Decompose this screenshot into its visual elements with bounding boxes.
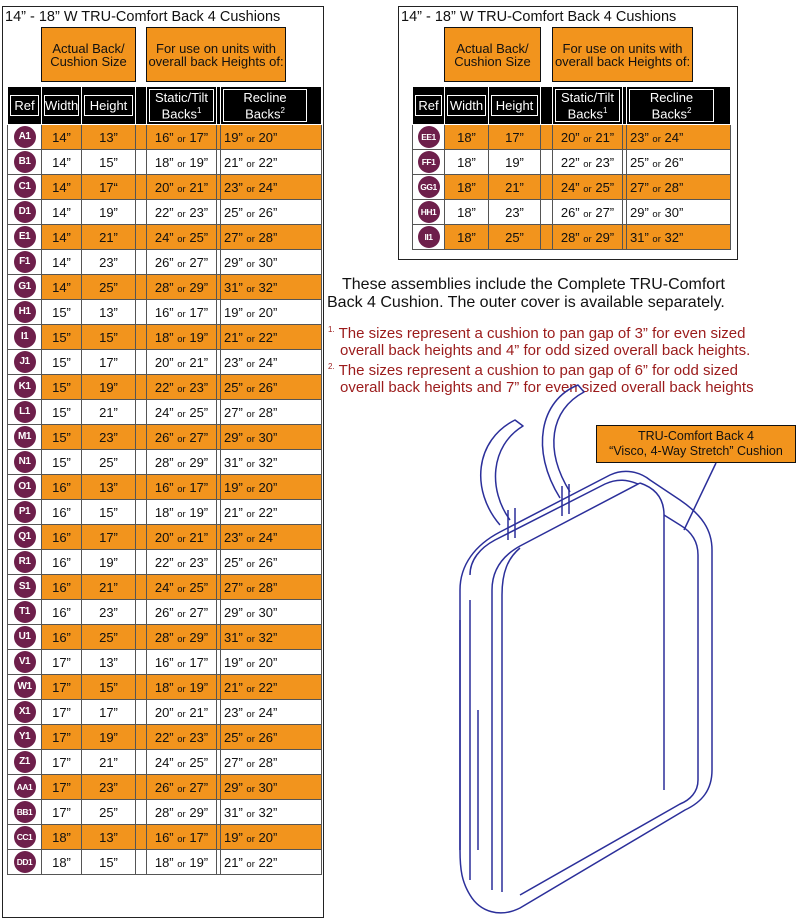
ref-cell: [8, 175, 42, 200]
static-tilt-cell: 22” or 23”: [147, 375, 217, 400]
left-table-row: [8, 275, 322, 300]
left-group-actual-size: Actual Back/ Cushion Size: [42, 28, 136, 82]
static-tilt-cell: 24” or 25”: [147, 225, 217, 250]
width-cell: 17”: [42, 725, 82, 750]
left-table-row: [8, 300, 322, 325]
width-cell: 17”: [42, 650, 82, 675]
left-group-back-heights: For use on units with overall back Heights of:: [147, 28, 286, 82]
width-cell: 15”: [42, 350, 82, 375]
width-cell: 17”: [42, 775, 82, 800]
recline-cell: 23” or 24”: [221, 700, 322, 725]
width-cell: 16”: [42, 625, 82, 650]
static-tilt-cell: 28” or 29”: [147, 275, 217, 300]
width-cell: 18”: [445, 200, 489, 225]
ref-cell: [8, 725, 42, 750]
static-tilt-cell: 18” or 19”: [147, 150, 217, 175]
right-table-row: [413, 225, 731, 250]
static-tilt-cell: 22” or 23”: [147, 550, 217, 575]
height-cell: 19”: [489, 150, 541, 175]
ref-badge: H1: [14, 301, 36, 323]
static-tilt-cell: 18” or 19”: [147, 325, 217, 350]
height-cell: 19”: [82, 725, 136, 750]
left-table-row: [8, 650, 322, 675]
ref-badge: EE1: [418, 126, 440, 148]
recline-cell: 21” or 22”: [221, 325, 322, 350]
recline-cell: 19” or 20”: [221, 825, 322, 850]
left-table-row: [8, 350, 322, 375]
recline-cell: 21” or 22”: [221, 850, 322, 875]
ref-badge: R1: [14, 551, 36, 573]
recline-cell: 25” or 26”: [221, 200, 322, 225]
width-cell: 18”: [445, 175, 489, 200]
height-cell: 15”: [82, 150, 136, 175]
static-tilt-cell: 28” or 29”: [147, 625, 217, 650]
recline-cell: 19” or 20”: [221, 300, 322, 325]
left-table-row: [8, 825, 322, 850]
width-cell: 15”: [42, 325, 82, 350]
recline-cell: 31” or 32”: [221, 450, 322, 475]
static-tilt-cell: 18” or 19”: [147, 850, 217, 875]
left-table-row: [8, 500, 322, 525]
left-cushion-table: [7, 27, 322, 875]
ref-badge: FF1: [418, 151, 440, 173]
height-cell: 25”: [82, 800, 136, 825]
left-table-row: [8, 575, 322, 600]
recline-cell: 29” or 30”: [221, 425, 322, 450]
width-cell: 17”: [42, 700, 82, 725]
static-tilt-cell: 16” or 17”: [147, 825, 217, 850]
width-cell: 14”: [42, 225, 82, 250]
height-cell: 25”: [489, 225, 541, 250]
ref-cell: [8, 300, 42, 325]
ref-cell: [8, 625, 42, 650]
right-col-recline: Recline Backs$^2$: [627, 87, 731, 125]
ref-cell: [8, 450, 42, 475]
static-tilt-cell: 22” or 23”: [147, 200, 217, 225]
static-tilt-cell: 20” or 21”: [147, 525, 217, 550]
ref-badge: AA1: [14, 776, 36, 798]
height-cell: 17”: [82, 350, 136, 375]
height-cell: 13”: [82, 650, 136, 675]
recline-cell: 31” or 32”: [221, 800, 322, 825]
ref-cell: [8, 800, 42, 825]
width-cell: 15”: [42, 375, 82, 400]
recline-cell: 27” or 28”: [627, 175, 731, 200]
ref-badge: Z1: [14, 751, 36, 773]
right-group-back-heights: For use on units with overall back Heights of:: [553, 28, 693, 82]
width-cell: 14”: [42, 275, 82, 300]
ref-badge: HH1: [418, 201, 440, 223]
ref-cell: [8, 375, 42, 400]
height-cell: 15”: [82, 850, 136, 875]
left-col-ref: Ref: [8, 87, 42, 125]
ref-badge: K1: [14, 376, 36, 398]
ref-cell: [8, 325, 42, 350]
ref-cell: [413, 150, 445, 175]
ref-cell: [8, 475, 42, 500]
recline-cell: 19” or 20”: [221, 650, 322, 675]
ref-cell: [8, 650, 42, 675]
ref-badge: GG1: [418, 176, 440, 198]
recline-cell: 29” or 30”: [221, 775, 322, 800]
width-cell: 17”: [42, 750, 82, 775]
left-table-row: [8, 550, 322, 575]
ref-badge: F1: [14, 251, 36, 273]
assembly-note: These assemblies include the Complete TRU-Comfort: [342, 276, 725, 293]
left-table-row: [8, 750, 322, 775]
width-cell: 17”: [42, 675, 82, 700]
recline-cell: 21” or 22”: [221, 500, 322, 525]
recline-cell: 23” or 24”: [221, 525, 322, 550]
ref-cell: [8, 400, 42, 425]
recline-cell: 23” or 24”: [221, 175, 322, 200]
recline-cell: 29” or 30”: [221, 250, 322, 275]
height-cell: 25”: [82, 450, 136, 475]
left-col-recline: Recline Backs$^2$: [221, 87, 322, 125]
height-cell: 17”: [82, 525, 136, 550]
cushion-callout-label: TRU-Comfort Back 4 “Visco, 4-Way Stretch” Cushion: [596, 425, 796, 463]
right-strap: [542, 385, 584, 498]
ref-badge: X1: [14, 701, 36, 723]
ref-badge: U1: [14, 626, 36, 648]
height-cell: 23”: [82, 425, 136, 450]
left-table-row: [8, 675, 322, 700]
left-table-row: [8, 450, 322, 475]
ref-cell: [8, 225, 42, 250]
ref-cell: [413, 175, 445, 200]
right-col-width: Width: [445, 87, 489, 125]
ref-badge: J1: [14, 351, 36, 373]
height-cell: 21”: [489, 175, 541, 200]
ref-cell: [8, 525, 42, 550]
ref-badge: L1: [14, 401, 36, 423]
recline-cell: 27” or 28”: [221, 225, 322, 250]
recline-cell: 29” or 30”: [221, 600, 322, 625]
width-cell: 14”: [42, 175, 82, 200]
left-table-row: [8, 125, 322, 150]
height-cell: 23”: [82, 600, 136, 625]
height-cell: 25”: [82, 275, 136, 300]
height-cell: 17”: [82, 700, 136, 725]
static-tilt-cell: 16” or 17”: [147, 475, 217, 500]
ref-cell: [413, 200, 445, 225]
left-table-row: [8, 775, 322, 800]
static-tilt-cell: 22” or 23”: [147, 725, 217, 750]
static-tilt-cell: 26” or 27”: [147, 425, 217, 450]
ref-cell: [8, 750, 42, 775]
height-cell: 21”: [82, 750, 136, 775]
height-cell: 23”: [82, 250, 136, 275]
width-cell: 16”: [42, 575, 82, 600]
ref-badge: B1: [14, 151, 36, 173]
left-table-row: [8, 600, 322, 625]
static-tilt-cell: 26” or 27”: [553, 200, 623, 225]
left-table-row: [8, 700, 322, 725]
width-cell: 15”: [42, 450, 82, 475]
recline-cell: 21” or 22”: [221, 150, 322, 175]
cushion-drawing: [440, 380, 740, 918]
right-col-ref: Ref: [413, 87, 445, 125]
recline-cell: 25” or 26”: [627, 150, 731, 175]
left-table-row: [8, 725, 322, 750]
static-tilt-cell: 20” or 21”: [147, 175, 217, 200]
left-table-row: [8, 850, 322, 875]
static-tilt-cell: 20” or 21”: [147, 700, 217, 725]
height-cell: 13”: [82, 475, 136, 500]
right-table-panel: [398, 6, 738, 260]
static-tilt-cell: 24” or 25”: [147, 750, 217, 775]
ref-badge: Q1: [14, 526, 36, 548]
ref-cell: [8, 250, 42, 275]
recline-cell: 25” or 26”: [221, 550, 322, 575]
static-tilt-cell: 20” or 21”: [147, 350, 217, 375]
recline-cell: 29” or 30”: [627, 200, 731, 225]
static-tilt-cell: 22” or 23”: [553, 150, 623, 175]
width-cell: 15”: [42, 400, 82, 425]
right-table-row: [413, 150, 731, 175]
width-cell: 18”: [445, 225, 489, 250]
height-cell: 13”: [82, 125, 136, 150]
left-table-row: [8, 475, 322, 500]
width-cell: 16”: [42, 525, 82, 550]
ref-badge: V1: [14, 651, 36, 673]
height-cell: 13”: [82, 300, 136, 325]
height-cell: 15”: [82, 325, 136, 350]
ref-cell: [8, 550, 42, 575]
recline-cell: 27” or 28”: [221, 750, 322, 775]
static-tilt-cell: 24” or 25”: [147, 575, 217, 600]
ref-cell: [8, 775, 42, 800]
left-col-height: Height: [82, 87, 136, 125]
width-cell: 17”: [42, 800, 82, 825]
ref-cell: [8, 825, 42, 850]
ref-badge: G1: [14, 276, 36, 298]
width-cell: 15”: [42, 425, 82, 450]
ref-cell: [8, 575, 42, 600]
ref-cell: [8, 275, 42, 300]
width-cell: 14”: [42, 150, 82, 175]
width-cell: 18”: [445, 125, 489, 150]
left-table-row: [8, 200, 322, 225]
right-col-height: Height: [489, 87, 541, 125]
height-cell: 17”: [489, 125, 541, 150]
ref-cell: [8, 700, 42, 725]
right-table-row: [413, 200, 731, 225]
ref-cell: [8, 675, 42, 700]
width-cell: 14”: [42, 250, 82, 275]
ref-badge: BB1: [14, 801, 36, 823]
width-cell: 18”: [42, 825, 82, 850]
left-table-row: [8, 150, 322, 175]
ref-badge: W1: [14, 676, 36, 698]
ref-badge: CC1: [14, 826, 36, 848]
static-tilt-cell: 18” or 19”: [147, 675, 217, 700]
height-cell: 23”: [489, 200, 541, 225]
right-group-actual-size: Actual Back/ Cushion Size: [445, 28, 541, 82]
ref-cell: [8, 600, 42, 625]
right-col-static-tilt: Static/Tilt Backs$^1$: [553, 87, 623, 125]
recline-cell: 31” or 32”: [221, 625, 322, 650]
recline-cell: 31” or 32”: [221, 275, 322, 300]
static-tilt-cell: 26” or 27”: [147, 250, 217, 275]
left-table-row: [8, 400, 322, 425]
ref-badge: I1: [14, 326, 36, 348]
recline-cell: 19” or 20”: [221, 125, 322, 150]
ref-cell: [413, 125, 445, 150]
right-table-row: [413, 175, 731, 200]
width-cell: 14”: [42, 200, 82, 225]
height-cell: 23”: [82, 775, 136, 800]
static-tilt-cell: 16” or 17”: [147, 125, 217, 150]
left-table-title: 14” - 18” W TRU-Comfort Back 4 Cushions: [5, 9, 281, 25]
ref-cell: [8, 500, 42, 525]
recline-cell: 31” or 32”: [627, 225, 731, 250]
height-cell: 21”: [82, 400, 136, 425]
ref-cell: [8, 150, 42, 175]
height-cell: 21”: [82, 575, 136, 600]
width-cell: 16”: [42, 550, 82, 575]
ref-badge: DD1: [14, 851, 36, 873]
recline-cell: 23” or 24”: [221, 350, 322, 375]
static-tilt-cell: 24” or 25”: [147, 400, 217, 425]
static-tilt-cell: 28” or 29”: [147, 800, 217, 825]
ref-badge: A1: [14, 126, 36, 148]
left-table-row: [8, 175, 322, 200]
left-col-static-tilt: Static/Tilt Backs$^1$: [147, 87, 217, 125]
right-table-row: [413, 125, 731, 150]
footnote-2: $^{2.}$ The sizes represent a cushion to pan gap of 6” for odd sized overall back heights and 7” for even sized overall back heights: [328, 362, 754, 396]
ref-cell: [413, 225, 445, 250]
ref-cell: [8, 125, 42, 150]
ref-badge: S1: [14, 576, 36, 598]
height-cell: 15”: [82, 500, 136, 525]
left-table-row: [8, 225, 322, 250]
width-cell: 18”: [445, 150, 489, 175]
left-table-row: [8, 325, 322, 350]
static-tilt-cell: 16” or 17”: [147, 650, 217, 675]
left-table-row: [8, 250, 322, 275]
left-table-row: [8, 525, 322, 550]
height-cell: 15”: [82, 675, 136, 700]
right-table-title: 14” - 18” W TRU-Comfort Back 4 Cushions: [401, 9, 677, 25]
left-col-width: Width: [42, 87, 82, 125]
left-table-row: [8, 425, 322, 450]
recline-cell: 27” or 28”: [221, 575, 322, 600]
cushion-body: [460, 471, 712, 912]
recline-cell: 27” or 28”: [221, 400, 322, 425]
static-tilt-cell: 20” or 21”: [553, 125, 623, 150]
left-table-panel: [2, 6, 324, 918]
recline-cell: 21” or 22”: [221, 675, 322, 700]
height-cell: 25”: [82, 625, 136, 650]
left-table-row: [8, 625, 322, 650]
cushion-outline: [460, 385, 716, 913]
ref-cell: [8, 425, 42, 450]
recline-cell: 25” or 26”: [221, 725, 322, 750]
ref-badge: D1: [14, 201, 36, 223]
height-cell: 21”: [82, 225, 136, 250]
ref-cell: [8, 850, 42, 875]
recline-cell: 19” or 20”: [221, 475, 322, 500]
height-cell: 17“: [82, 175, 136, 200]
static-tilt-cell: 26” or 27”: [147, 775, 217, 800]
left-table-row: [8, 800, 322, 825]
ref-cell: [8, 200, 42, 225]
right-cushion-table: [412, 27, 731, 250]
static-tilt-cell: 16” or 17”: [147, 300, 217, 325]
width-cell: 15”: [42, 300, 82, 325]
ref-badge: T1: [14, 601, 36, 623]
assembly-note-2: Back 4 Cushion. The outer cover is available separately.: [327, 294, 725, 311]
left-strap: [481, 420, 523, 525]
static-tilt-cell: 18” or 19”: [147, 500, 217, 525]
width-cell: 16”: [42, 600, 82, 625]
ref-cell: [8, 350, 42, 375]
height-cell: 13”: [82, 825, 136, 850]
height-cell: 19”: [82, 375, 136, 400]
height-cell: 19”: [82, 550, 136, 575]
static-tilt-cell: 28” or 29”: [553, 225, 623, 250]
callout-leader-line: [684, 463, 716, 530]
width-cell: 18”: [42, 850, 82, 875]
ref-badge: O1: [14, 476, 36, 498]
recline-cell: 23” or 24”: [627, 125, 731, 150]
ref-badge: II1: [418, 226, 440, 248]
recline-cell: 25” or 26”: [221, 375, 322, 400]
width-cell: 16”: [42, 475, 82, 500]
width-cell: 14”: [42, 125, 82, 150]
ref-badge: M1: [14, 426, 36, 448]
ref-badge: E1: [14, 226, 36, 248]
static-tilt-cell: 24” or 25”: [553, 175, 623, 200]
ref-badge: N1: [14, 451, 36, 473]
static-tilt-cell: 26” or 27”: [147, 600, 217, 625]
footnote-1: $^{1.}$ The sizes represent a cushion to pan gap of 3” for even sized overall back heights and 4” for odd sized overall back heights.: [328, 325, 751, 359]
height-cell: 19”: [82, 200, 136, 225]
ref-badge: Y1: [14, 726, 36, 748]
left-table-row: [8, 375, 322, 400]
ref-badge: C1: [14, 176, 36, 198]
width-cell: 16”: [42, 500, 82, 525]
static-tilt-cell: 28” or 29”: [147, 450, 217, 475]
ref-badge: P1: [14, 501, 36, 523]
